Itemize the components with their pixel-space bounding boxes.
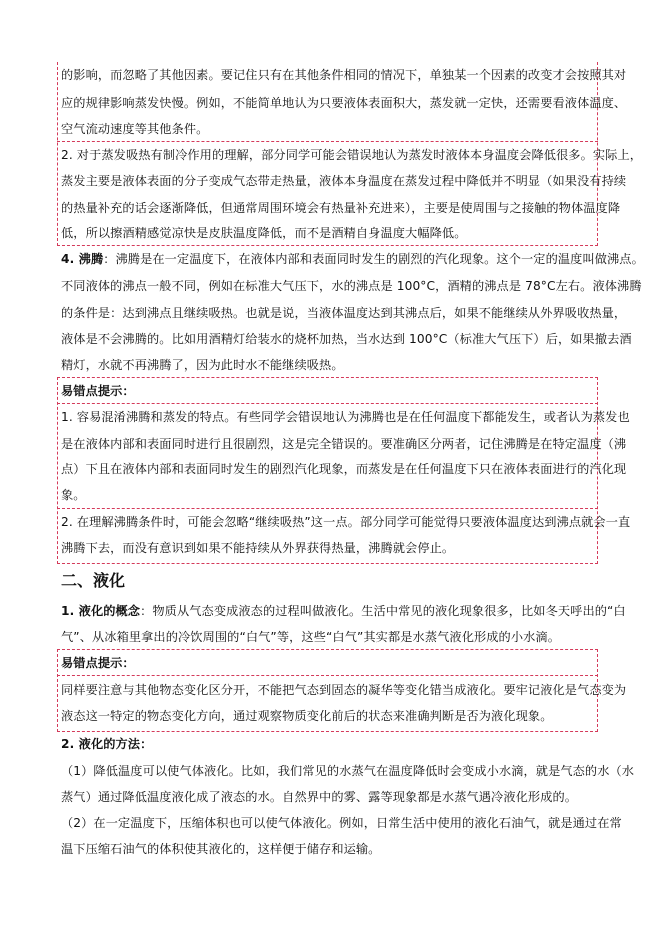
paragraph-line: 不同液体的沸点一般不同，例如在标准大气压下，水的沸点是 100°C，酒精的沸点是 78°C左右。液体沸腾 <box>61 279 642 293</box>
paragraph-line: 液体是不会沸腾的。比如用酒精灯给装水的烧杯加热，当水达到 100°C（标准大气压下）后，如果撤去酒 <box>61 332 632 346</box>
liquefaction-paragraph-first <box>61 603 626 619</box>
paragraph-line: （1）降低温度可以使气体液化。比如，我们常见的水蒸气在温度降低时会变成小水滴，就是气态的水（水 <box>61 764 635 778</box>
paragraph-line: 空气流动速度等其他条件。 <box>61 122 209 136</box>
paragraph-line: 精灯，水就不再沸腾了，因为此时水不能继续吸热。 <box>61 358 344 372</box>
boiling-definition: ：沸腾是在一定温度下，在液体内部和表面同时发生的剧烈的汽化现象。这个一定的温度叫做沸点。 <box>103 252 644 266</box>
paragraph-line: 液态这一特定的物态变化方向，通过观察物质变化前后的状态来准确判断是否为液化现象。 <box>61 709 553 723</box>
paragraph-line: 同样要注意与其他物态变化区分开，不能把气态到固态的凝华等变化错当成液化。要牢记液化是气态变为 <box>61 683 627 697</box>
tip-divider <box>57 675 598 676</box>
paragraph-line: 的条件是：达到沸点且继续吸热。也就是说，当液体温度达到其沸点后，如果不能继续从外界吸收热量， <box>61 306 627 320</box>
liquefaction-concept-heading: 1. 液化的概念 <box>61 604 141 618</box>
liquefaction-definition: ：物质从气态变成液态的过程叫做液化。生活中常见的液化现象很多，比如冬天呼出的“白 <box>140 604 626 618</box>
boiling-heading: 4. 沸腾 <box>61 252 104 266</box>
tip-title: 易错点提示： <box>61 384 135 398</box>
paragraph-line: 点）下且在液体内部和表面同时发生的剧烈汽化现象，而蒸发是在任何温度下只在液体表面进行的汽化现 <box>61 462 627 476</box>
liquefaction-methods-heading-line <box>61 736 152 752</box>
paragraph-line: 蒸气）通过降低温度液化成了液态的水。自然界中的雾、露等现象都是水蒸气遇冷液化形成的。 <box>61 790 578 804</box>
paragraph-line: 的影响，而忽略了其他因素。要记住只有在其他条件相同的情况下，单独某一个因素的改变才会按照其对 <box>61 68 627 82</box>
paragraph-line: 沸腾下去，而没有意识到如果不能持续从外界获得热量，沸腾就会停止。 <box>61 541 455 555</box>
liquefaction-methods-heading: 2. 液化的方法 <box>61 737 141 751</box>
boiling-paragraph-first <box>61 251 644 267</box>
paragraph-line: 气”、从冰箱里拿出的冷饮周围的“白气”等，这些“白气”其实都是水蒸气液化形成的小水滴。 <box>61 630 560 644</box>
tip-divider <box>57 508 598 509</box>
paragraph-line: 蒸发主要是液体表面的分子变成气态带走热量，液体本身温度在蒸发过程中降低并不明显（如果没有持续 <box>61 174 627 188</box>
heading-colon: ： <box>140 737 153 751</box>
paragraph-line: 应的规律影响蒸发快慢。例如，不能简单地认为只要液体表面积大，蒸发就一定快，还需要看液体温度、 <box>61 96 627 110</box>
paragraph-line: 2. 在理解沸腾条件时，可能会忽略“继续吸热”这一点。部分同学可能觉得只要液体温度达到沸点就会一直 <box>61 515 631 529</box>
section-title: 二、液化 <box>61 571 126 590</box>
tip-title: 易错点提示： <box>61 656 135 670</box>
paragraph-line: 低，所以擦酒精感觉凉快是皮肤温度降低，而不是酒精自身温度大幅降低。 <box>61 226 467 240</box>
paragraph-line: 温下压缩石油气的体积使其液化的，这样便于储存和运输。 <box>61 842 381 856</box>
paragraph-line: 的热量补充的话会逐渐降低，但通常周围环境会有热量补充进来），主要是使周围与之接触的物体温度降 <box>61 201 621 215</box>
paragraph-line: 2. 对于蒸发吸热有制冷作用的理解，部分同学可能会错误地认为蒸发时液体本身温度会降低很多。实际上， <box>61 148 643 162</box>
tip-divider <box>57 403 598 404</box>
paragraph-line: 象。 <box>61 488 86 502</box>
paragraph-line: 是在液体内部和表面同时进行且很剧烈，这是完全错误的。要准确区分两者，记住沸腾是在特定温度（沸 <box>61 437 627 451</box>
paragraph-line: （2）在一定温度下，压缩体积也可以使气体液化。例如，日常生活中使用的液化石油气，就是通过在常 <box>61 816 622 830</box>
paragraph-line: 1. 容易混淆沸腾和蒸发的特点。有些同学会错误地认为沸腾也是在任何温度下都能发生，或者认为蒸发也 <box>61 410 630 424</box>
tip-divider <box>57 141 598 142</box>
